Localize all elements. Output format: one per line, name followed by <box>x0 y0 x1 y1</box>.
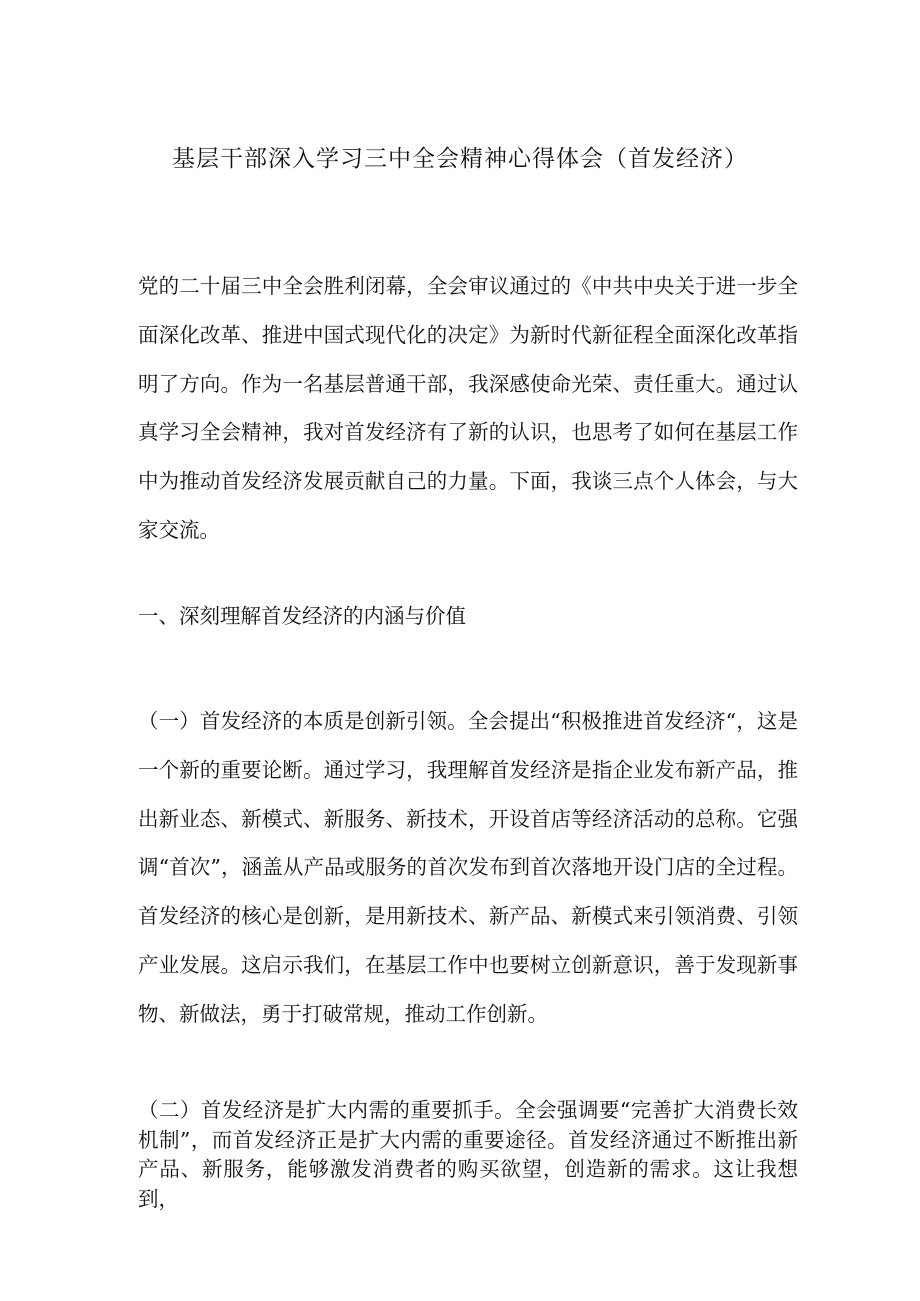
section-heading: 一、深刻理解首发经济的内涵与价值 <box>138 604 466 628</box>
document-title: 基层干部深入学习三中全会精神心得体会（首发经济） <box>172 146 748 172</box>
intro-paragraph: 党的二十届三中全会胜利闭幕，全会审议通过的《中共中央关于进一步全面深化改革、推进中国式现代化的决定》为新时代新征程全面深化改革指明了方向。作为一名基层普通干部，我深感使命光荣、责任重大。通过认真学习全会精神，我对首发经济有了新的认识，也思考了如何在基层工作中为推动首发经济发展贡献自己的力量。下面，我谈三点个人体会，与大家交流。 <box>138 274 798 542</box>
point-two-paragraph: （二）首发经济是扩大内需的重要抓手。全会强调要“完善扩大消费长效机制”，而首发经济正是扩大内需的重要途径。首发经济通过不断推出新产品、新服务，能够激发消费者的购买欲望，创造新的需求。这让我想到， <box>138 1098 798 1211</box>
point-one-paragraph: （一）首发经济的本质是创新引领。全会提出“积极推进首发经济“，这是一个新的重要论断。通过学习，我理解首发经济是指企业发布新产品，推出新业态、新模式、新服务、新技术，开设首店等经济活动的总称。它强调“首次”，涵盖从产品或服务的首次发布到首次落地开设门店的全过程。首发经济的核心是创新，是用新技术、新产品、新模式来引领消费、引领产业发展。这启示我们，在基层工作中也要树立创新意识，善于发现新事物、新做法，勇于打破常规，推动工作创新。 <box>138 709 798 1026</box>
